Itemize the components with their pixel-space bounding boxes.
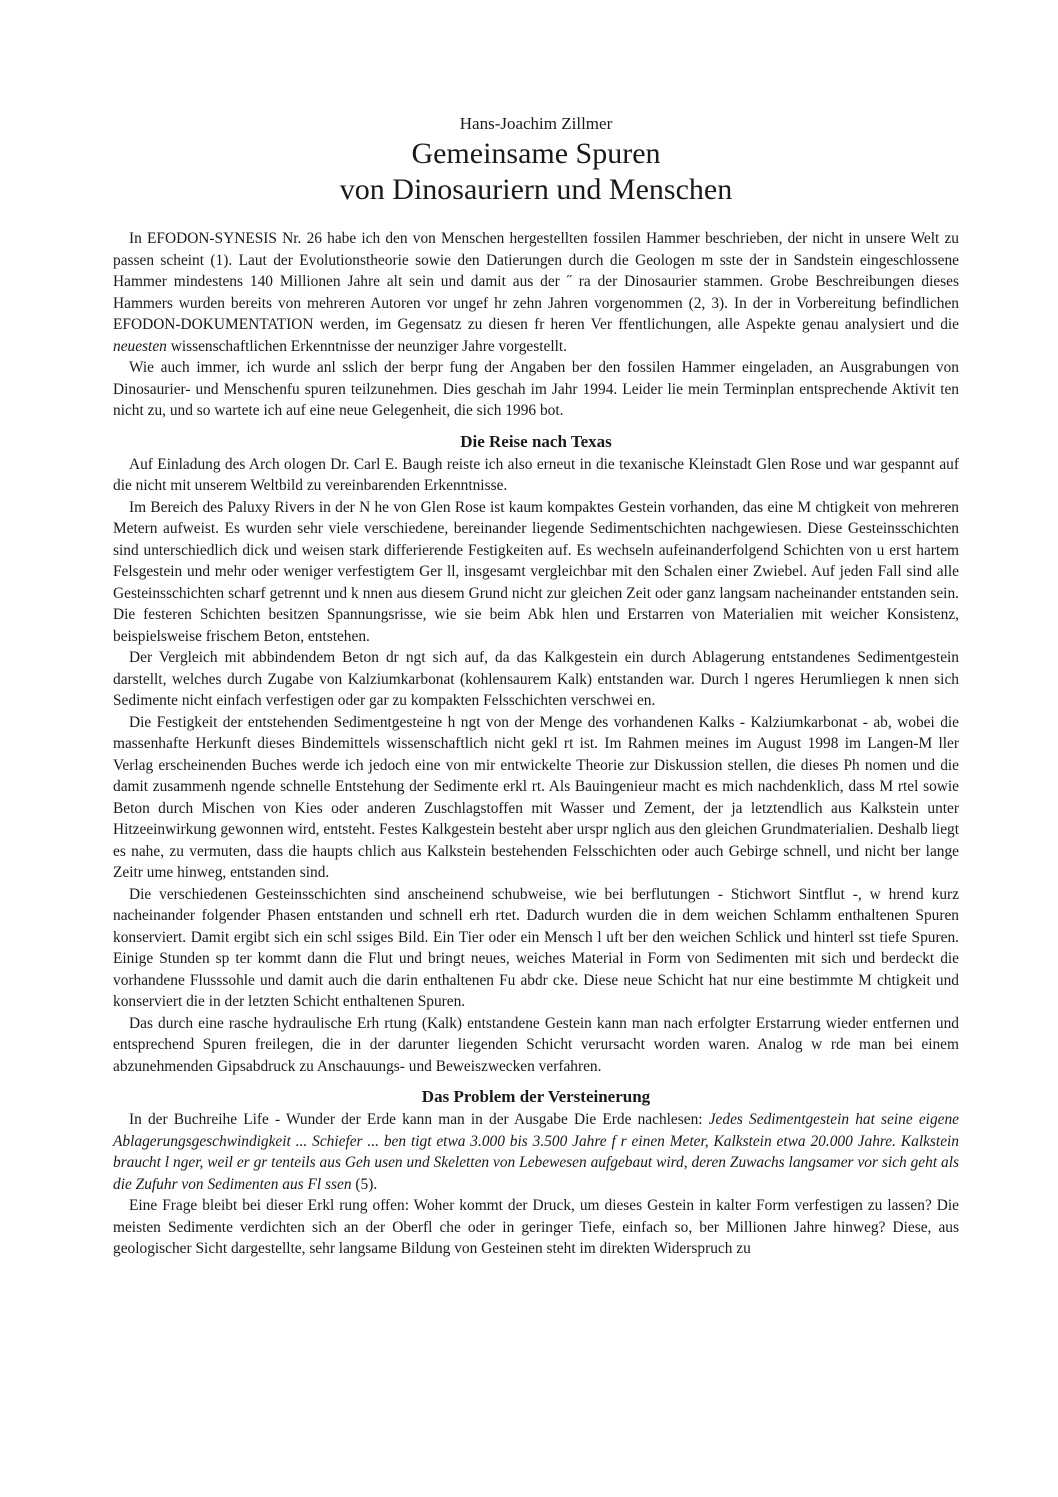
intro-paragraph-2: Wie auch immer, ich wurde anl sslich der berpr fung der Angaben ber den fossilen Hammer eingeladen, an Ausgrabungen von Dinosaurier- und Menschenfu spuren teilzunehmen. Dies geschah im Jahr 1994. Leider lie mein Terminplan entsprechende Aktivit ten nicht zu, und so wartete ich auf eine neue Gelegenheit, die sich 1996 bot. <box>113 359 959 419</box>
section2-paragraph-2: Eine Frage bleibt bei dieser Erkl rung offen: Woher kommt der Druck, um dieses Gestein in kalter Form verfestigen zu lassen? Die meisten Sedimente verdichten sich an der Oberfl che oder in geringer Tiefe, einfach so, ber Millionen Jahre hinweg? Diese, aus geologischer Sicht dargestellte, sehr langsame Bildung von Gesteinen steht im direkten Widerspruch zu <box>113 1197 959 1257</box>
section1-paragraph-3: Der Vergleich mit abbindendem Beton dr ngt sich auf, da das Kalkgestein ein durch Ablagerung entstandenes Sedimentgestein darstellt, welches durch Zugabe von Kalziumkarbonat (kohlensaurem Kalk) entstanden war. Durch l ngeres Herumliegen k nnen sich Sedimente nicht einfach verfestigen oder gar zu kompakten Felsschichten verschwei en. <box>113 649 959 709</box>
section1-paragraph-6: Das durch eine rasche hydraulische Erh rtung (Kalk) entstandene Gestein kann man nach erfolgter Erstarrung wieder entfernen und entsprechend Spuren freilegen, die in der darunter liegenden Schicht verursacht worden waren. Analog w rde man bei einem abzunehmenden Gipsabdruck zu Anschauungs- und Beweiszwecken verfahren. <box>113 1014 959 1075</box>
section1-paragraph-4: Die Festigkeit der entstehenden Sedimentgesteine h ngt von der Menge des vorhandenen Kalks - Kalziumkarbonat - ab, wobei die massenhafte Herkunft dieses Bindemittels wissenschaftlich nicht gekl rt ist. Im Rahmen meines im August 1998 im Langen-M ller Verlag erscheinenden Buches werde ich jedoch eine von mir entwickelte Theorie zur Diskussion stellen, die dieses Ph nomen und die damit zusammenh ngende schnelle Entstehung der Sedimente erkl rt. Als Bauingenieur macht es mich nachdenklich, dass M rtel sowie Beton durch Mischen von Kies oder anderen Zuschlagstoffen mit Wasser und Zement, der ja letztendlich aus Kalkstein unter Hitzeeinwirkung gewonnen wird, entsteht. Festes Kalkgestein besteht aber urspr nglich aus den gleichen Grundmaterialien. Deshalb liegt es nahe, zu vermuten, dass die haupts chlich aus Kalkstein bestehenden Felsschichten oder auch Gebirge schnell, und nicht ber lange Zeitr ume hinweg, entstanden sind. <box>113 713 959 881</box>
intro-paragraph-1: In EFODON-SYNESIS Nr. 26 habe ich den von Menschen hergestellten fossilen Hammer beschrieben, der nicht in unsere Welt zu passen scheint (1). Laut der Evolutionstheorie sowie den Datierungen durch die Geologen m sste der in Sandstein eingeschlossene Hammer mindestens 140 Millionen Jahre alt sein und damit aus der ˝ ra der Dinosaurier stammen. Grobe Beschreibungen dieses Hammers wurden bereits von mehreren Autoren vor ungef hr zehn Jahren vorgenommen (2, 3). In der in Vorbereitung befindlichen EFODON-DOKUMENTATION werden, im Gegensatz zu diesen fr heren Ver ffentlichungen, alle Aspekte genau analysiert und die neuesten wissenschaftlichen Erkenntnisse der neunziger Jahre vorgestellt. <box>113 230 959 355</box>
quote-life-wunder-der-erde: Jedes Sedimentgestein hat seine eigene Ablagerungsgeschwindigkeit ... Schiefer ... ben tigt etwa 3.000 bis 3.500 Jahre f r einen Meter, Kalkstein etwa 20.000 Jahre. Kalkstein braucht l nger, weil er gr tenteils aus Geh usen und Skeletten von Lebewesen aufgebaut wird, deren Zuwachs langsamer vor sich geht als die Zufuhr von Sedimenten aus Fl ssen <box>113 1111 960 1193</box>
section1-paragraph-2: Im Bereich des Paluxy Rivers in der N he von Glen Rose ist kaum kompaktes Gestein vorhanden, das eine M chtigkeit von mehreren Metern aufweist. Es wurden sehr viele verschiedene, bereinander liegende Sedimentschichten nachgewiesen. Diese Gesteinsschichten sind unterschiedlich dick und weisen stark differierende Festigkeiten auf. Es wechseln aufeinanderfolgend Schichten von u erst hartem Felsgestein und mehr oder weniger verfestigtem Ger ll, insgesamt vergleichbar mit den Schalen einer Zwiebel. Auf jeden Fall sind alle Gesteinsschichten scharf getrennt und k nnen aus diesem Grund nicht zur gleichen Zeit oder ganz langsam nacheinander entstanden sein. Die festeren Schichten besitzen Spannungsrisse, wie sie beim Abk hlen und Erstarren von Materialien mit weicher Konsistenz, beispielsweise frischem Beton, entstehen. <box>113 498 959 645</box>
title-line-2: von Dinosauriern und Menschen <box>339 173 733 206</box>
document-page <box>113 112 959 1260</box>
section2-paragraph-1: In der Buchreihe Life - Wunder der Erde kann man in der Ausgabe Die Erde nachlesen: Jedes Sedimentgestein hat seine eigene Ablagerungsgeschwindigkeit ... Schiefer ... ben tigt etwa 3.000 bis 3.500 Jahre f r einen Meter, Kalkstein etwa 20.000 Jahre. Kalkstein braucht l nger, weil er gr tenteils aus Geh usen und Skeletten von Lebewesen aufgebaut wird, deren Zuwachs langsamer vor sich geht als die Zufuhr von Sedimenten aus Fl ssen (5). <box>113 1111 960 1193</box>
section-heading-versteinerung: Das Problem der Versteinerung <box>421 1087 651 1106</box>
section-heading-reise: Die Reise nach Texas <box>460 431 612 451</box>
article-title <box>113 136 959 208</box>
author-name: Hans-Joachim Zillmer <box>459 114 613 133</box>
section1-paragraph-1: Auf Einladung des Arch ologen Dr. Carl E. Baugh reiste ich also erneut in die texanische Kleinstadt Glen Rose und war gespannt auf die nicht mit unserem Weltbild zu vereinbarenden Erkenntnisse. <box>113 455 959 494</box>
section1-paragraph-5: Die verschiedenen Gesteinsschichten sind anscheinend schubweise, wie bei berflutungen - Stichwort Sintflut -, w hrend kurz nacheinander folgender Phasen entstanden und schnell erh rtet. Dadurch wurden die in dem weichen Schlamm enthaltenen Spuren konserviert. Damit ergibt sich ein schl ssiges Bild. Ein Tier oder ein Mensch l uft ber den weichen Schlick und hinterl sst tiefe Spuren. Einige Stunden sp ter kommt dann die Flut und bringt neues, weiches Material in Form von Sedimenten mit sich und berdeckt die vorhandene Flusssohle und damit auch die darin enthaltenen Fu abdr cke. Diese neue Schicht hat nur eine bestimmte M chtigkeit und konserviert die in der letzten Schicht enthaltenen Spuren. <box>113 885 959 1010</box>
title-line-1: Gemeinsame Spuren <box>411 137 661 170</box>
emphasis-neuesten: neuesten <box>113 337 167 355</box>
